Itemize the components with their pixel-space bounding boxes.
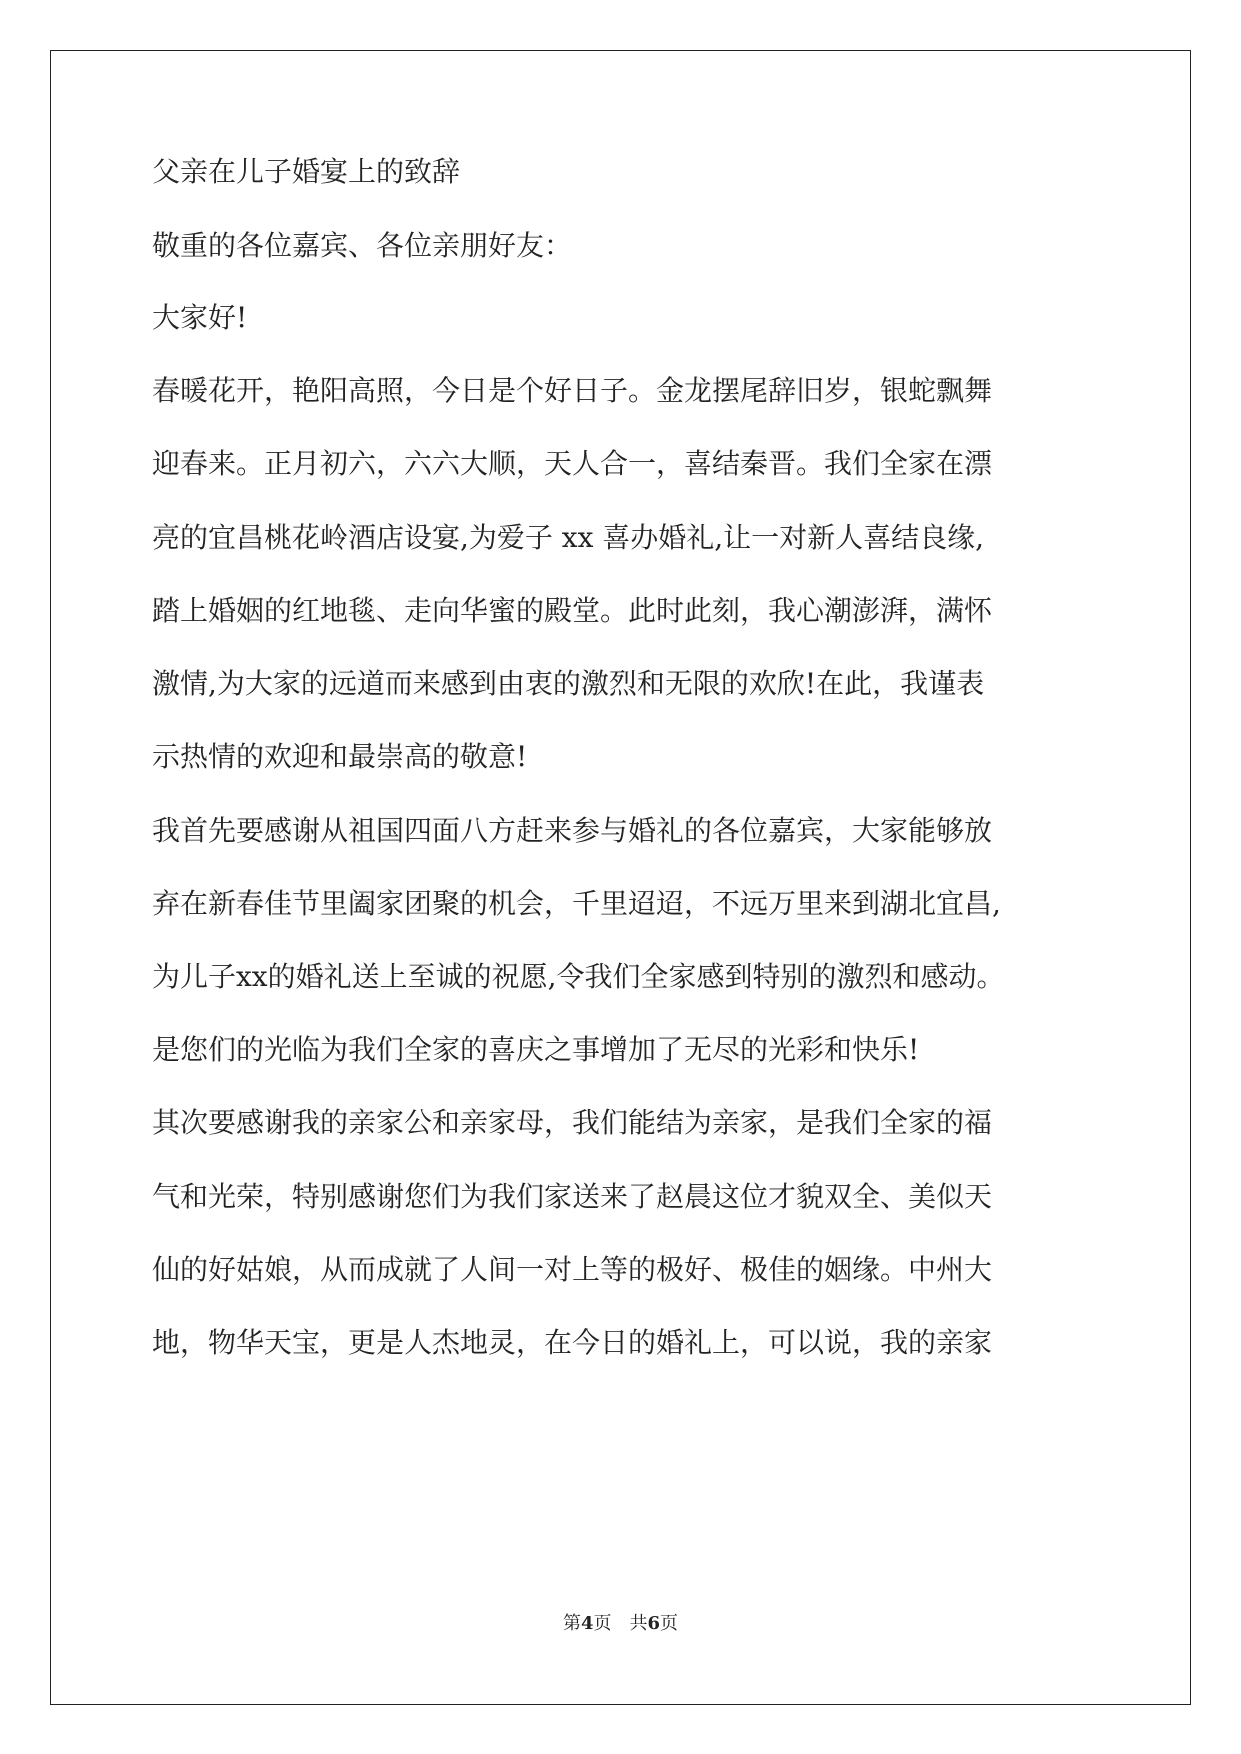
body-line: 气和光荣，特别感谢您们为我们家送来了赵晨这位才貌双全、美似天 <box>152 1180 993 1213</box>
page-number-suffix: 页 <box>660 1613 679 1634</box>
page-number-prefix: 第 <box>562 1613 581 1634</box>
body-line: 踏上婚姻的红地毯、走向华蜜的殿堂。此时此刻，我心潮澎湃，满怀 <box>152 594 993 627</box>
body-line: 春暖花开，艳阳高照，今日是个好日子。金龙摆尾辞旧岁，银蛇飘舞 <box>152 374 993 407</box>
body-line: 我首先要感谢从祖国四面八方赶来参与婚礼的各位嘉宾，大家能够放 <box>152 814 993 847</box>
body-line: 地，物华天宝，更是人杰地灵，在今日的婚礼上，可以说，我的亲家 <box>152 1326 993 1359</box>
current-page-number: 4 <box>580 1613 594 1634</box>
page-number-middle: 页 共 <box>593 1613 648 1634</box>
salutation-line: 敬重的各位嘉宾、各位亲朋好友： <box>152 229 573 262</box>
total-page-count: 6 <box>647 1613 661 1634</box>
body-line: 其次要感谢我的亲家公和亲家母，我们能结为亲家，是我们全家的福 <box>152 1106 993 1139</box>
document-title: 父亲在儿子婚宴上的致辞 <box>152 155 461 188</box>
body-line: 为儿子xx的婚礼送上至诚的祝愿,令我们全家感到特别的激烈和感动。 <box>152 960 1005 993</box>
body-line: 是您们的光临为我们全家的喜庆之事增加了无尽的光彩和快乐! <box>152 1033 920 1066</box>
body-line: 示热情的欢迎和最崇高的敬意! <box>152 740 528 773</box>
body-line: 迎春来。正月初六，六六大顺，天人合一，喜结秦晋。我们全家在漂 <box>152 447 993 480</box>
body-line: 激情,为大家的远道而来感到由衷的激烈和无限的欢欣!在此，我谨表 <box>152 667 985 700</box>
greeting-line: 大家好! <box>152 301 248 334</box>
body-line: 仙的好姑娘，从而成就了人间一对上等的极好、极佳的姻缘。中州大 <box>152 1253 993 1286</box>
body-line: 弃在新春佳节里阖家团聚的机会，千里迢迢，不远万里来到湖北宜昌, <box>152 887 1001 920</box>
page-footer <box>0 1609 1241 1635</box>
body-line: 亮的宜昌桃花岭酒店设宴,为爱子 xx 喜办婚礼,让一对新人喜结良缘, <box>152 521 985 554</box>
